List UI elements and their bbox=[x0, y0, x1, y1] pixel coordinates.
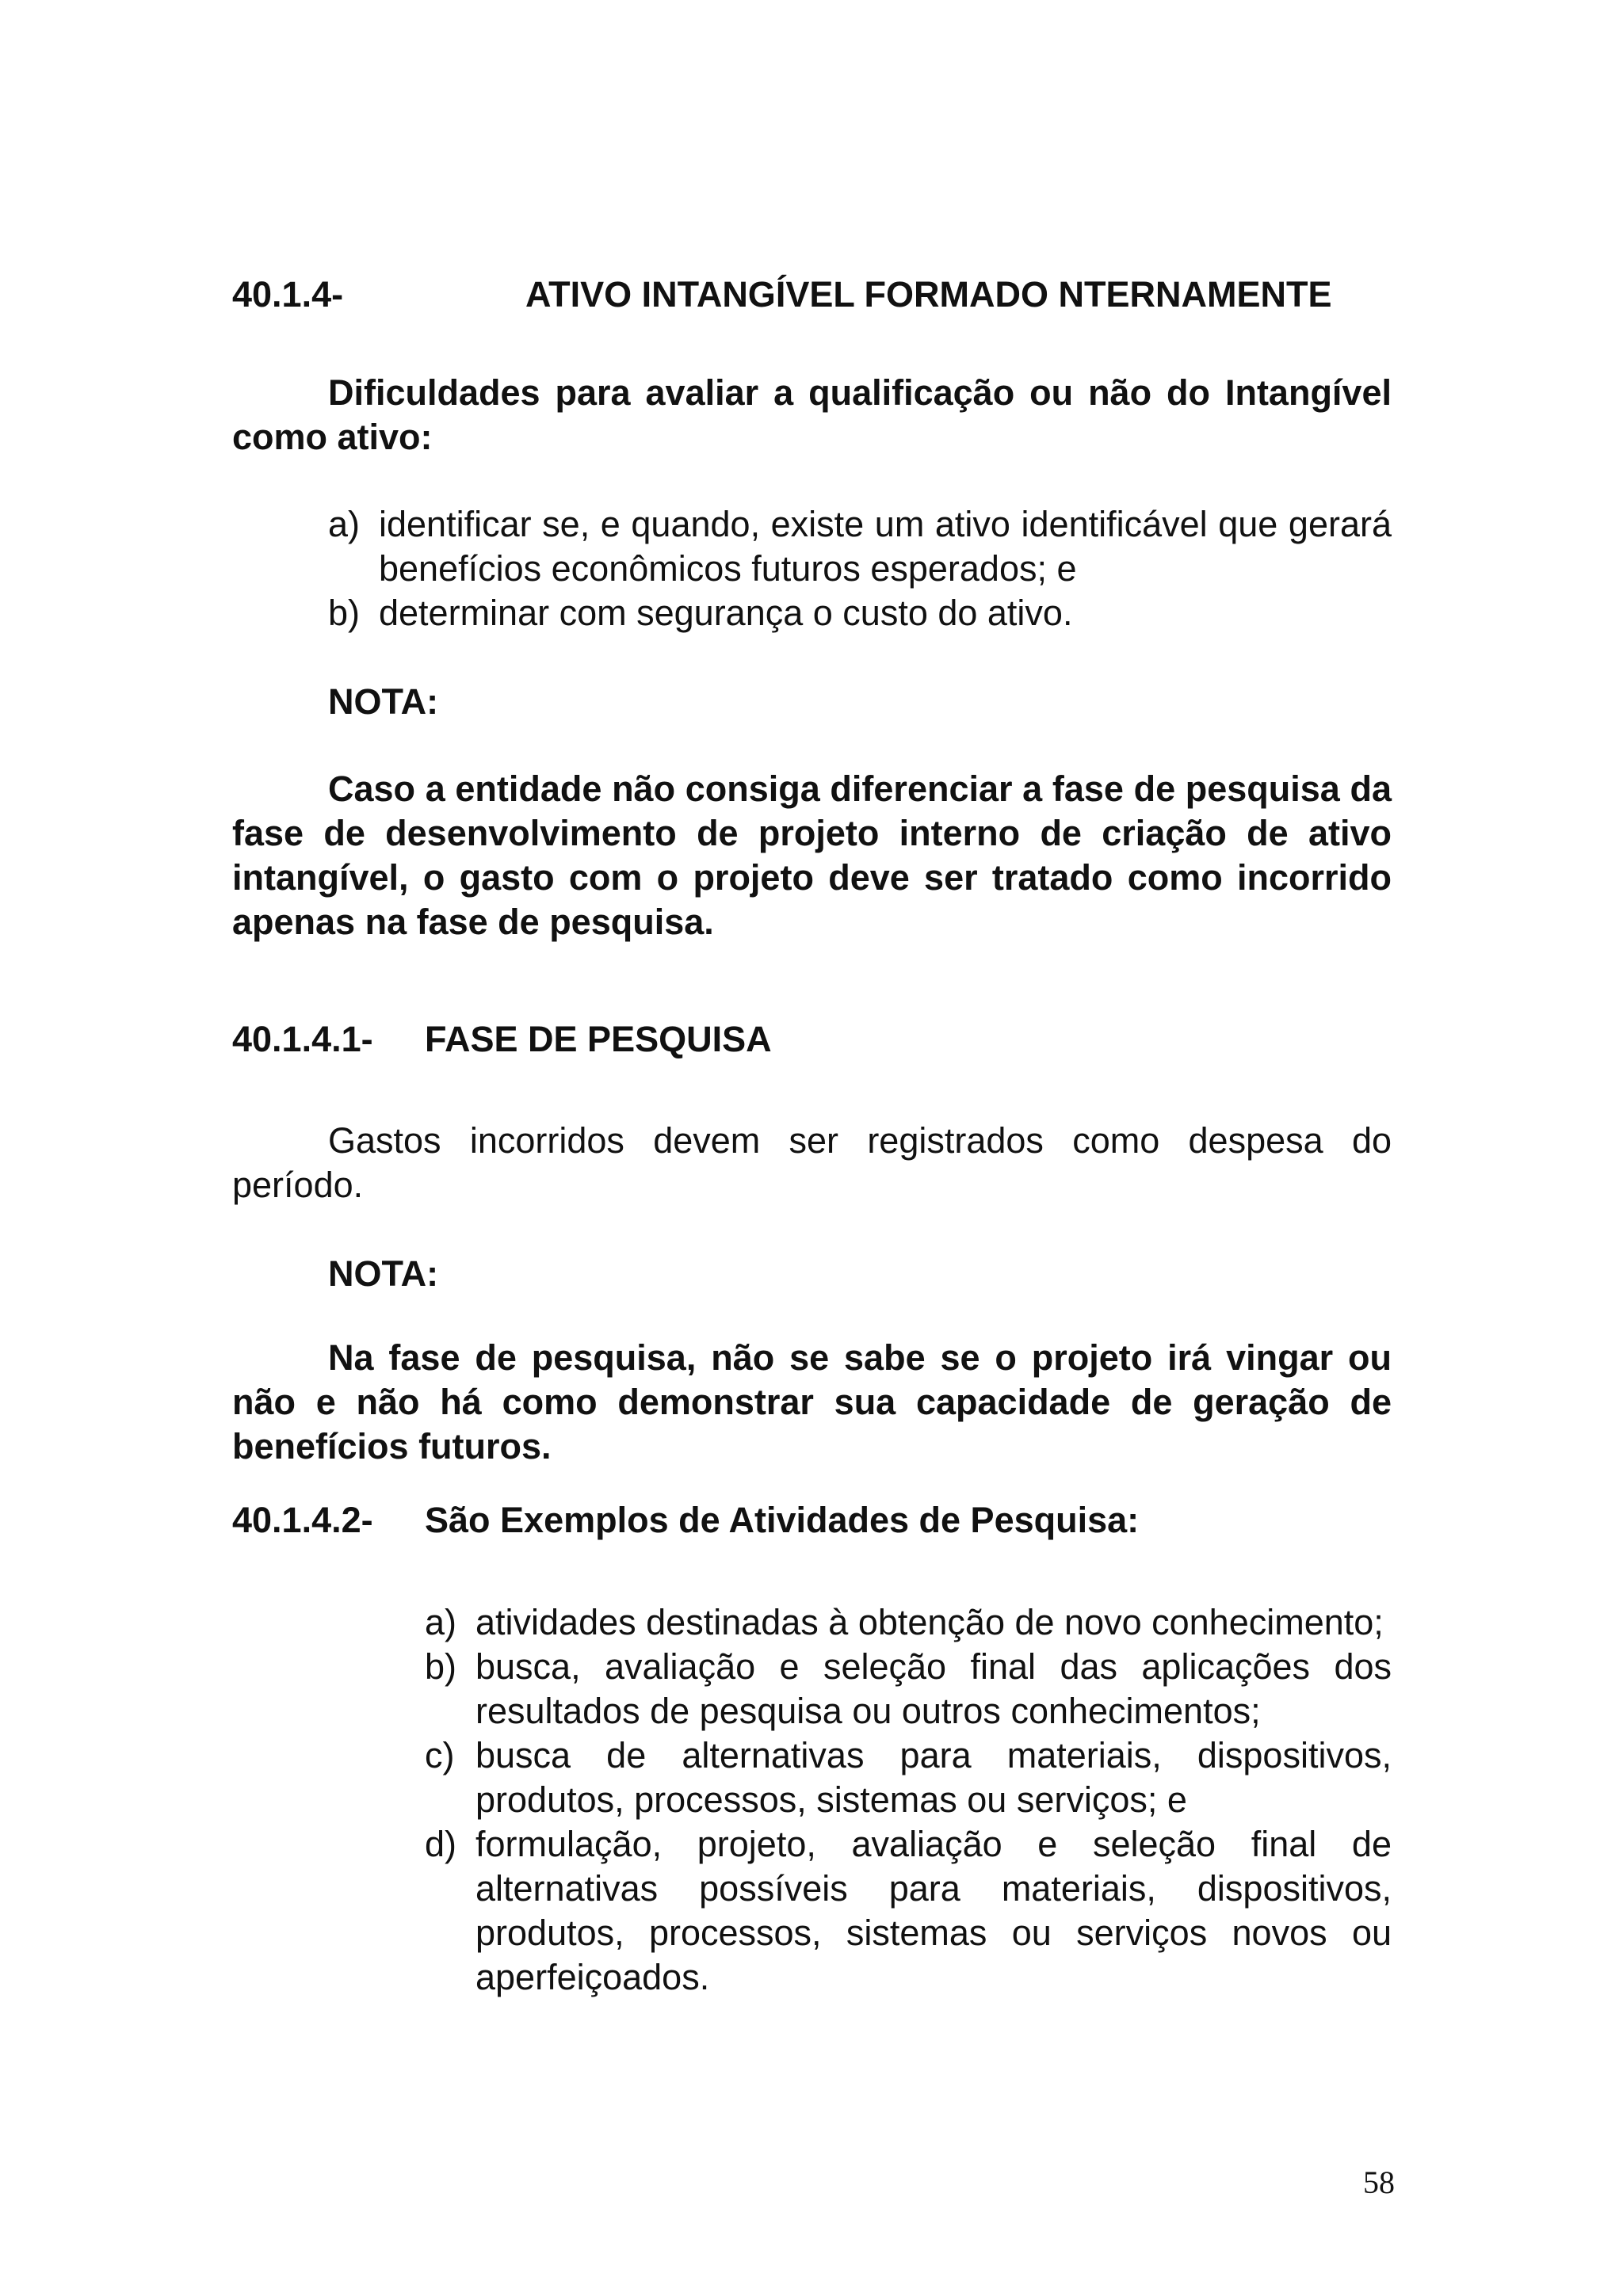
list-item bbox=[425, 1822, 1392, 2000]
list-marker: d) bbox=[425, 1824, 457, 1864]
list-item-text: atividades destinadas à obtenção de novo conhecimento; bbox=[475, 1602, 1384, 1642]
nota-paragraph: Na fase de pesquisa, não se sabe se o projeto irá vingar ou não e não há como demonstrar sua capacidade de geração de benefícios futuros. bbox=[232, 1337, 1392, 1466]
list-marker: a) bbox=[328, 504, 361, 544]
section-number: 40.1.4.1- bbox=[232, 1019, 373, 1059]
section-heading-40-1-4 bbox=[232, 271, 1405, 318]
nota-paragraph: Caso a entidade não consiga diferenciar a fase de pesquisa da fase de desenvolvimento de projeto interno de criação de ativo intangível, o gasto com o projeto deve ser tratado como incorrido apenas na fase de pesquisa. bbox=[232, 769, 1392, 942]
gastos-paragraph: Gastos incorridos devem ser registrados como despesa do período. bbox=[232, 1120, 1392, 1205]
list-item bbox=[328, 502, 1392, 591]
list-marker: b) bbox=[328, 593, 361, 633]
list-item-text: identificar se, e quando, existe um ativo identificável que gerará benefícios econômicos futuros esperados; e bbox=[379, 504, 1392, 589]
list-marker: a) bbox=[425, 1602, 457, 1642]
section-heading-40-1-4-2 bbox=[232, 1497, 1405, 1544]
section-title: FASE DE PESQUISA bbox=[425, 1019, 772, 1059]
list-item bbox=[328, 591, 1392, 635]
list-item-text: busca de alternativas para materiais, dispositivos, produtos, processos, sistemas ou serviços; e bbox=[475, 1735, 1392, 1820]
list-item-text: determinar com segurança o custo do ativo. bbox=[379, 593, 1073, 633]
list-item bbox=[425, 1645, 1392, 1733]
section-number: 40.1.4.2- bbox=[232, 1500, 373, 1540]
list-item-text: formulação, projeto, avaliação e seleção final de alternativas possíveis para materiais, dispositivos, produtos, processos, sistemas ou serviços novos ou aperfeiçoados. bbox=[475, 1824, 1392, 1997]
nota-label: NOTA: bbox=[328, 681, 439, 722]
section-title: São Exemplos de Atividades de Pesquisa: bbox=[425, 1500, 1140, 1540]
intro-paragraph: Dificuldades para avaliar a qualificação ou não do Intangível como ativo: bbox=[232, 372, 1392, 457]
list-item bbox=[425, 1733, 1392, 1822]
nota-label: NOTA: bbox=[328, 1253, 439, 1294]
list-item bbox=[425, 1600, 1392, 1645]
research-activities-list bbox=[425, 1600, 1392, 2000]
section-number: 40.1.4- bbox=[232, 274, 344, 315]
list-marker: c) bbox=[425, 1735, 455, 1775]
section-title: ATIVO INTANGÍVEL FORMADO NTERNAMENTE bbox=[525, 274, 1332, 315]
section-heading-40-1-4-1 bbox=[232, 1016, 1405, 1063]
list-item-text: busca, avaliação e seleção final das aplicações dos resultados de pesquisa ou outros conhecimentos; bbox=[475, 1646, 1392, 1731]
page-number: 58 bbox=[1363, 2164, 1395, 2200]
difficulties-list bbox=[328, 502, 1392, 635]
list-marker: b) bbox=[425, 1646, 457, 1687]
